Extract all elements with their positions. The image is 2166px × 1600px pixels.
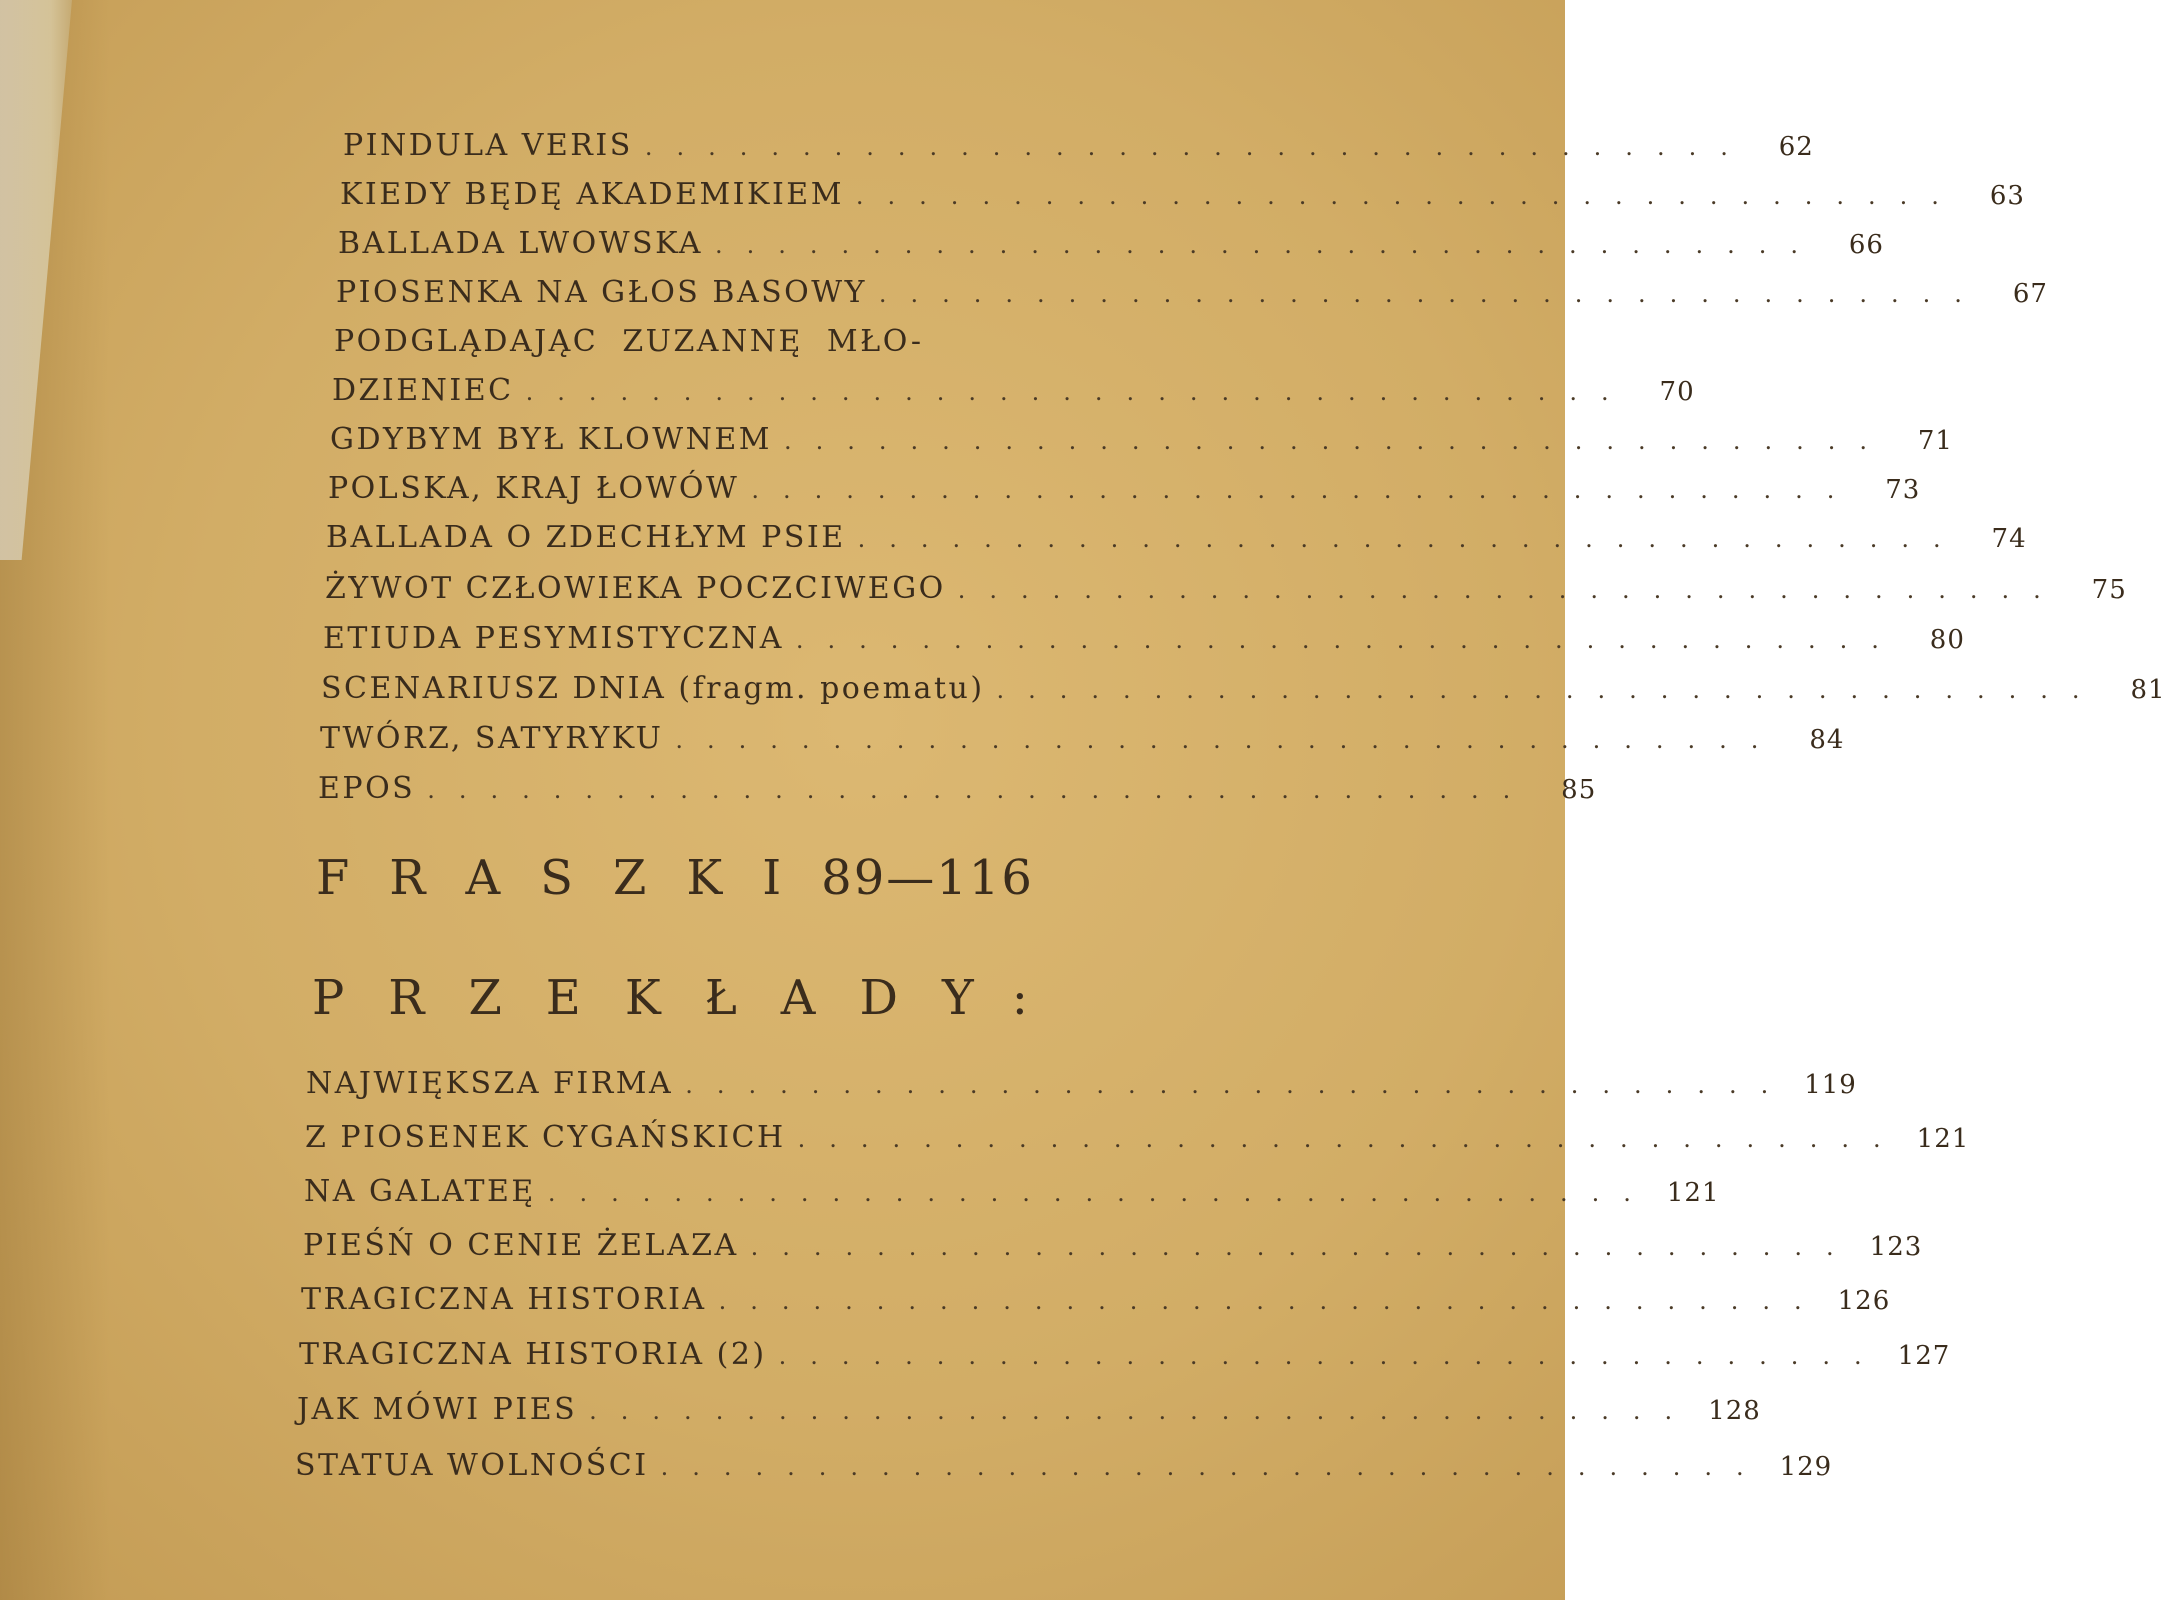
dot-leader: ................................... — [525, 378, 1633, 406]
toc-entry-title: TRAGICZNA HISTORIA (2) — [299, 1337, 767, 1372]
toc-entry — [326, 520, 2027, 566]
toc-entry-title: ETIUDA PESYMISTYCZNA — [323, 621, 784, 656]
dot-leader: ................................... — [855, 182, 1963, 210]
toc-entry-page: 73 — [1885, 475, 1921, 505]
toc-entry-title: ŻYWOT CZŁOWIEKA POCZCIWEGO — [325, 571, 946, 606]
section-heading-fraszki — [316, 850, 1034, 906]
dot-leader: ................................... — [589, 1397, 1697, 1425]
dot-leader: ................................... — [718, 1287, 1826, 1315]
toc-entry — [304, 1174, 1720, 1220]
toc-entry — [330, 422, 1953, 468]
dot-leader: ................................... — [783, 427, 1891, 455]
toc-entry — [340, 177, 2025, 223]
dot-leader: ................................... — [878, 280, 1986, 308]
dot-leader: ................................... — [778, 1342, 1886, 1370]
toc-entry-title: NA GALATEĘ — [304, 1174, 536, 1209]
toc-entry-title: STATUA WOLNOŚCI — [295, 1448, 649, 1483]
toc-entry-title: JAK MÓWI PIES — [297, 1392, 578, 1427]
toc-entry-title: SCENARIUSZ DNIA (fragm. poematu) — [321, 671, 985, 706]
toc-entry — [318, 771, 1597, 817]
dot-leader: ................................... — [751, 476, 1859, 504]
toc-entry-title: Z PIOSENEK CYGAŃSKICH — [305, 1120, 786, 1155]
toc-entry-page: 81 — [2130, 675, 2166, 705]
toc-entry-page: 84 — [1809, 725, 1845, 755]
toc-entry-title: BALLADA O ZDECHŁYM PSIE — [326, 520, 846, 555]
toc-entry-title: EPOS — [318, 771, 416, 806]
toc-entry-title: BALLADA LWOWSKA — [338, 226, 703, 261]
toc-entry-title: GDYBYM BYŁ KLOWNEM — [330, 422, 772, 457]
toc-entry — [301, 1282, 1891, 1328]
toc-entry-page: 74 — [1991, 524, 2027, 554]
toc-entry-page: 121 — [1666, 1178, 1720, 1208]
toc-entry-page: 70 — [1659, 377, 1695, 407]
toc-entry-page: 71 — [1917, 426, 1953, 456]
toc-entry-title: PIOSENKA NA GŁOS BASOWY — [336, 275, 867, 310]
toc-entry — [297, 1392, 1761, 1438]
dot-leader: ................................... — [996, 676, 2104, 704]
dot-leader: ................................... — [714, 231, 1822, 259]
section-page-range: 89—116 — [821, 850, 1034, 906]
toc-entry-title: DZIENIEC — [332, 373, 514, 408]
toc-entry-page: 75 — [2091, 575, 2127, 605]
dot-leader: ................................... — [427, 776, 1535, 804]
dot-leader: ................................... — [547, 1179, 1655, 1207]
toc-entry-page: 123 — [1869, 1232, 1923, 1262]
toc-entry-page: 63 — [1989, 181, 2025, 211]
toc-entry — [336, 275, 2048, 321]
toc-entry-page: 80 — [1929, 625, 1965, 655]
dot-leader: ................................... — [675, 726, 1783, 754]
toc-entry — [325, 571, 2127, 617]
toc-entry-title: PINDULA VERIS — [343, 128, 633, 163]
dot-leader: ................................... — [685, 1071, 1793, 1099]
toc-entry-title: PIEŚŃ O CENIE ŻELAZA — [303, 1228, 739, 1263]
section-heading-przeklady — [312, 970, 1072, 1026]
toc-entry — [295, 1448, 1833, 1494]
dot-leader: ................................... — [857, 525, 1965, 553]
toc-entry-title: TWÓRZ, SATYRYKU — [320, 721, 664, 756]
dot-leader: ................................... — [795, 626, 1903, 654]
toc-entry-page: 119 — [1804, 1070, 1857, 1100]
toc-entry — [332, 373, 1695, 419]
toc-entry-page: 126 — [1837, 1286, 1891, 1316]
toc-entry — [303, 1228, 1923, 1274]
toc-entry-title: TRAGICZNA HISTORIA — [301, 1282, 707, 1317]
toc-entry-page: 67 — [2012, 279, 2048, 309]
dot-leader: ................................... — [644, 133, 1752, 161]
toc-entry-page: 85 — [1561, 775, 1597, 805]
toc-entry — [334, 324, 994, 370]
toc-entry — [306, 1066, 1857, 1112]
section-label: PRZEKŁADY: — [312, 970, 1072, 1026]
toc-entry-page: 128 — [1708, 1396, 1761, 1426]
toc-entry-title: PODGLĄDAJĄC ZUZANNĘ MŁO- — [334, 324, 924, 359]
toc-entry — [338, 226, 1884, 272]
toc-entry-title: NAJWIĘKSZA FIRMA — [306, 1066, 674, 1101]
dot-leader: ................................... — [660, 1453, 1768, 1481]
toc-entry-title: KIEDY BĘDĘ AKADEMIKIEM — [340, 177, 844, 212]
dot-leader: ................................... — [957, 576, 2065, 604]
toc-entry-page: 66 — [1848, 230, 1884, 260]
section-label: FRASZKI — [316, 850, 822, 906]
toc-entry — [320, 721, 1845, 767]
toc-entry — [321, 671, 2166, 717]
toc-entry-title: POLSKA, KRAJ ŁOWÓW — [328, 471, 740, 506]
toc-entry-page: 129 — [1779, 1452, 1833, 1482]
toc-entry — [343, 128, 1814, 174]
toc-entry — [328, 471, 1921, 517]
toc-entry — [323, 621, 1965, 667]
toc-entry — [299, 1337, 1951, 1383]
toc-entry-page: 127 — [1897, 1341, 1951, 1371]
toc-entry — [305, 1120, 1970, 1166]
dot-leader: ................................... — [797, 1125, 1905, 1153]
toc-entry-page: 62 — [1778, 132, 1814, 162]
dot-leader: ................................... — [750, 1233, 1858, 1261]
toc-entry-page: 121 — [1916, 1124, 1970, 1154]
